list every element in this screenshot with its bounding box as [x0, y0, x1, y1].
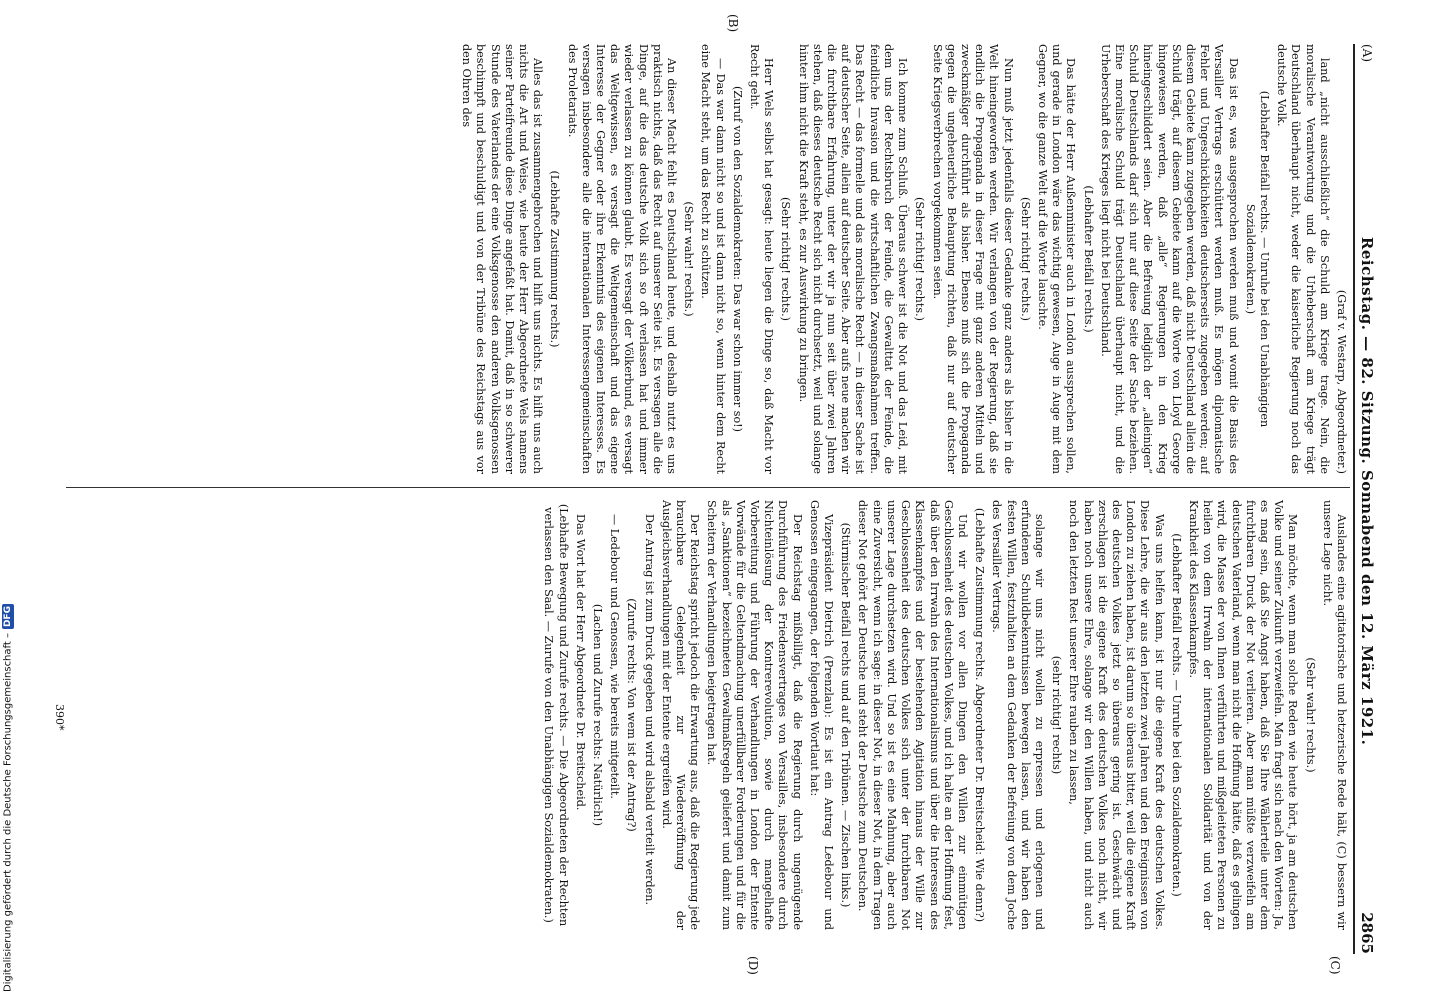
paragraph: Nun muß jetzt jedenfalls dieser Gedanke ganz anders als bisher in die Welt hineingeworfen werden. Wir verlangen von der Regierung, daß sie endlich die Propaganda in dieser Frage mit ganz anderen Mitteln und zweckmäßiger durchführt als bisher. Ebenso muß sich die Propaganda gegen die ungeheuerliche Behauptung richten, daß nur auf deutscher Seite Kriegsverbrechen vorgekommen seien. — [930, 44, 1015, 474]
paragraph: (Stürmischer Beifall rechts und auf den Tribünen. — Zischen links.) — [839, 522, 853, 908]
paragraph: (Sehr wahr! rechts.) — [1303, 657, 1317, 773]
paragraph: (sehr richtig! rechts) — [1050, 655, 1064, 775]
paragraph: (Sehr wahr! rechts.) — [682, 201, 696, 317]
paragraph: Auslandes eine agitatorische und hetzerische Rede hält, (C) bessern wir unsere Lage nicht. — [1320, 500, 1348, 930]
paragraph: solange wir uns nicht wollen zu erpressen und erlogenen und erfundenen Schuldbekenntnissen bewegen lassen, und wir haben den festen Willen, festzuhalten an dem Gedanken der Befreiung von dem Joche des Versailler Vertrags. — [990, 500, 1046, 930]
header-rule — [1354, 44, 1356, 954]
paragraph: Der Reichstag spricht jedoch die Erwartung aus, daß die Regierung jede brauchbare Gelegenheit zur Wiedereröffnung der Ausgleichsverhandlungen mit der Entente ergreifen wird. — [659, 500, 702, 930]
paragraph: Herr Wels selbst hat gesagt: heute liegen die Dinge so, daß Macht vor Recht geht. — [748, 44, 776, 474]
paragraph: Das ist es, was ausgesprochen werden muß und womit die Basis des Versailler Vertrags erschüttert werden muß. Es mögen diplomatische Fehler und Ungeschicklichkeiten deutscherseits zugegeben werden; auf diesem Gebiete kann zugegeben werden, daß nicht Deutschland allein die Schuld trägt, auf diesem Gebiete kann auf die Worte von Lloyd George hingewiesen werden, daß „alle“ Regierungen in den Krieg hineingeschliddert seien. Aber die Befreiung lediglich der „alleinigen“ Schuld Deutschlands darf sich nur auf diese Seite der Sache beziehen. Eine moralische Schuld trägt Deutschland überhaupt nicht, und die Urheberschaft des Krieges liegt nicht bei Deutschland. — [1098, 44, 1240, 474]
paragraph: Und wir wollen vor allen Dingen den Willen zur einmütigen Geschlossenheit des deutschen Volkes, und ich halte an der Hoffnung fest, daß über den Irrwahn des Internationalismus und über die Interessen des Klassenkampfes und der bestehenden Agitation hinaus der Wille zur Geschlossenheit des deutschen Volkes sich unter der furchtbaren Not unserer Lage durchsetzen wird. Und so ist es eine Mahnung, aber auch eine Zuversicht, wenn ich sage: in dieser Not, in dieser Not, in dem Tragen dieser Not gehört der Deutsche und steht der Deutsche zum Deutschen. — [856, 500, 969, 930]
paragraph: Der Reichstag mißbilligt, daß die Regierung durch ungenügende Durchführung des Friedensvertrages von Versailles, insbesondere durch Nichteinlösung der Kontrerevolution, sowie durch mangelhafte Vorbereitung und Führung der Verhandlungen in London der Entente Vorwände für die Geltendmachung unerfüllbarer Forderungen und für die als „Sanktionen“ bezeichneten Gewaltmaßregeln geliefert und damit zum Scheitern der Verhandlungen beigetragen hat. — [705, 500, 804, 930]
scanned-page — [50, 4, 1380, 994]
paragraph: Das Wort hat der Herr Abgeordnete Dr. Breitscheid. — [573, 514, 587, 811]
paragraph: Was uns helfen kann, ist nur die eigene Kraft des deutschen Volkes. Diese Lehre, die wir aus den letzten zwei Jahren und den Ereignissen von London zu ziehen haben, ist darum so überaus bitter, weil die eigene Kraft des deutschen Volkes jetzt so überaus gering ist. Geschwächt und zerschlagen ist die eigene Kraft des deutschen Volkes noch nicht, wir haben noch unsere Ehre, solange wir den Willen haben, und nicht auch noch den letzten Rest unserer Ehre rauben zu lassen, — [1067, 500, 1166, 930]
paragraph: An dieser Macht fehlt es Deutschland heute, und deshalb nutzt es uns praktisch nichts, daß das Recht auf unserer Seite ist. Es versagen alle die Dinge, auf die das deutsche Volk sich so oft verlassen hat und immer wieder verlassen zu können glaubt. Es versagt der Völkerbund, es versagt das Weltgewissen, es versagt die Weltgemeinschaft und das eigene Interesse der Gegner oder ihre Erkenntnis des eigenen Interesses. Es versagen insbesondere alle die internationalen Interessengemeinschaften des Proletariats. — [565, 44, 679, 474]
paragraph: — Das war dann nicht so und ist dann nicht so, wenn hinter dem Recht eine Macht steht, um das Recht zu schützen. — [699, 44, 727, 474]
paragraph: (Sehr richtig! rechts.) — [779, 196, 793, 322]
section-marker-c: (C) — [1328, 956, 1342, 975]
section-marker-d: (D) — [746, 956, 760, 975]
paragraph: (Sehr richtig! rechts.) — [913, 196, 927, 322]
digitization-credit — [0, 0, 22, 1000]
right-text-column — [60, 500, 1348, 930]
left-text-column — [60, 44, 1348, 474]
page-header — [1356, 44, 1378, 954]
paragraph: (Sehr richtig! rechts.) — [1018, 196, 1032, 322]
paragraph: land „nicht ausschließlich“ die Schuld am Kriege trage. Nein, die moralische Verantwortung und die Urheberschaft am Kriege trägt Deutschland überhaupt nicht, weder die kaiserliche Regierung noch das deutsche Volk. — [1275, 44, 1331, 474]
paragraph: (Lebhafter Beifall rechts.) — [1081, 185, 1095, 333]
paragraph: (Lebhafter Beifall rechts. — Unruhe bei den Unabhängigen Sozialdemokraten.) — [1243, 90, 1271, 428]
paragraph: (Lebhafter Beifall rechts. — Unruhe bei den Sozialdemokraten.) — [1169, 533, 1183, 897]
paragraph: (Lachen und Zurufe rechts: Natürlich!) — [591, 603, 605, 827]
paragraph: Ich komme zum Schluß. Überaus schwer ist die Not und das Leid, mit dem uns der Rechtsbruch der Feinde, die Gewalttat der Feinde, die feindliche Invasion und die wirtschaftlichen Zwangsmaßnahmen treffen. Das Recht — das formelle und das moralische Recht — in dieser Sache ist auf deutscher Seite, allein auf deutscher Seite. Aber aufs neue machen wir die furchtbare Erfahrung, unter der wir ja nun seit über zwei Jahren stehen, daß dieses deutsche Recht sich nicht durchsetzt, weil und solange hinter ihm nicht die Kraft steht, es zur Auswirkung zu bringen. — [796, 44, 910, 474]
dfg-logo: DFG — [3, 605, 13, 627]
paragraph: Alles das ist zusammengebrochen und hilft uns nichts. Es hilft uns auch nichts die Art und Weise, wie heute der Herr Abgeordnete Wels namens seiner Parteifreunde diese Dinge angefaßt hat. Damit, daß in so schwerer Stunde des Vaterlandes der eine Volksgenosse den anderen Volksgenossen beschimpft und beschuldigt und von der Tribüne des Reichstags aus vor den Ohren des — [460, 44, 545, 474]
paragraph: (Zuruf von den Sozialdemokraten: Das war schon immer so!) — [730, 85, 744, 433]
paragraph: (Lebhafte Zustimmung rechts. Abgeordneter Dr. Breitscheid: Wie denn?) — [973, 507, 987, 923]
paragraph: Man möchte, wenn man solche Reden wie heute hört, ja am deutschen Volke und seiner Zukunft verzweifeln. Man fragt sich nach den Worten: Ja, es mag sein, daß Sie Angst haben, daß Sie Ihre Wählerteile unter dem furchtbaren Druck der Not verlieren. Aber man müßte verzweifeln am deutschen Vaterland, wenn man nicht die Hoffnung hätte, daß es gelingen wird, die Masse der von Ihnen verführten und mißgeleiteten Personen zu heilen von dem Irrwahn der internationalen Solidarität und von der Krankheit des Klassenkampfes. — [1186, 500, 1300, 930]
column-divider — [66, 487, 1350, 488]
page-title: Reichstag. — 82. Sitzung. Sonnabend den 12. März 1921. — [1358, 236, 1377, 746]
paragraph: (Lebhafte Zustimmung rechts.) — [548, 170, 562, 348]
paragraph: — Ledebour und Genossen, wie bereits mitgeteilt. — [608, 514, 622, 799]
signature-number: 390* — [53, 704, 67, 731]
paragraph: (Graf v. Westarp, Abgeordneter.) — [1335, 289, 1348, 474]
paragraph: (Zurufe rechts: Von wem ist der Antrag?) — [625, 598, 639, 832]
page-number: 2865 — [1358, 912, 1377, 954]
paragraph: (Lebhafte Bewegung und Zurufe rechts. — Die Abgeordneten der Rechten verlassen den Saal. — Zurufe von den Unabhängigen Sozialdemokraten.) — [542, 503, 570, 927]
section-marker-a: (A) — [1360, 44, 1375, 63]
page-content-rotated — [50, 4, 1380, 994]
paragraph: Vizepräsident Dietrich (Prenzlau): Es ist ein Antrag Ledebour und Genossen eingegangen, der folgenden Wortlaut hat: — [807, 500, 836, 930]
paragraph: Das hätte der Herr Außenminister auch in London aussprechen sollen, und gerade in London wäre das wichtig gewesen, Auge in Auge mit dem Gegner, wo die ganze Welt auf die Worte lauschte. — [1035, 44, 1078, 474]
credit-text: Digitalisierung gefördert durch die Deutsche Forschungsgemeinschaft – — [2, 632, 14, 992]
paragraph: Der Antrag ist zum Druck gegeben und wird alsbald verteilt werden. — [642, 514, 656, 906]
section-marker-b: (B) — [726, 14, 740, 33]
